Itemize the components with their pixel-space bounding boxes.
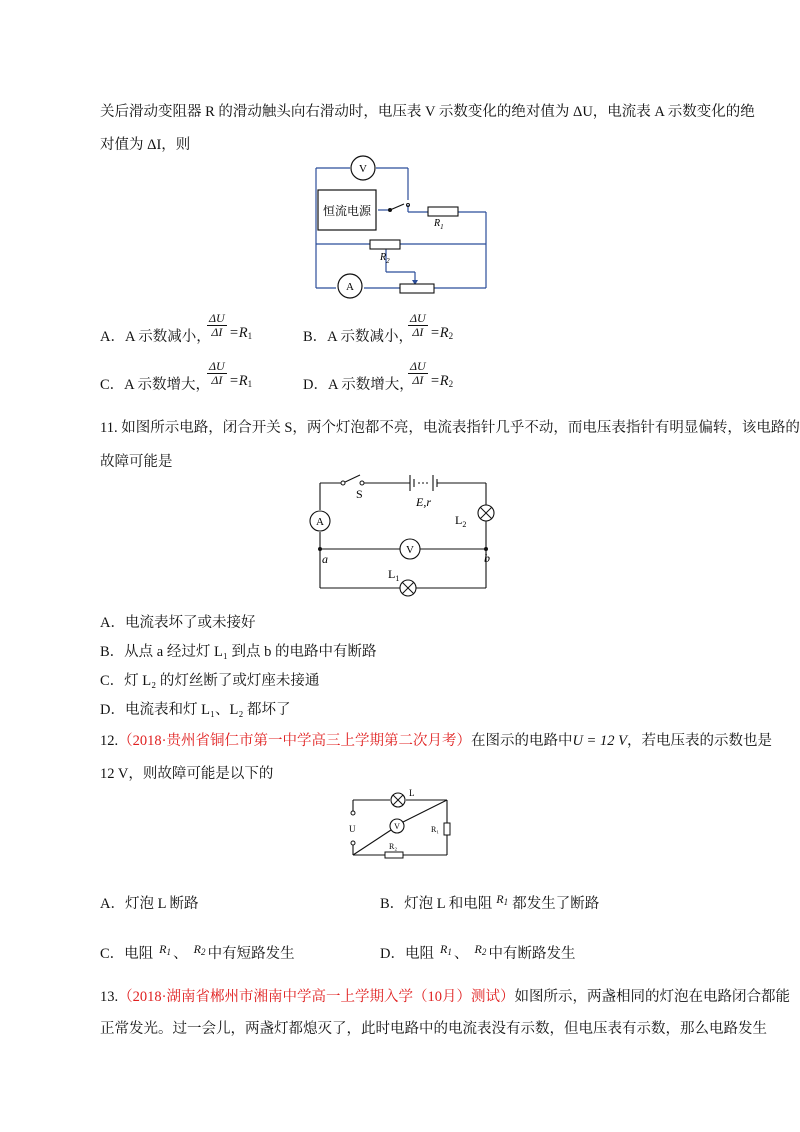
q11-line2: 故障可能是 — [100, 454, 173, 470]
q12-line1: 12.（2018·贵州省铜仁市第一中学高三上学期第二次月考）在图示的电路中U = 12 V，若电压表的示数也是 — [100, 733, 772, 749]
q12-fig-u: U — [349, 824, 356, 834]
q11-fig-er: E,r — [416, 495, 431, 509]
q11-fig-l2-sub: 2 — [462, 520, 467, 529]
q11-fig-point-a: a — [322, 552, 328, 566]
q12-u-expression: U = 12 V — [572, 733, 627, 749]
q13-source: （2018·湖南省郴州市湘南中学高一上学期入学（10月）测试） — [118, 989, 515, 1005]
q12-circuit-diagram — [345, 785, 455, 865]
q11-option-b: B．从点 a 经过灯 L₁ 到点 b 的电路中有断路 — [100, 644, 377, 660]
q10-fig-r2-sub: 2 — [386, 257, 390, 265]
q12-fig-l: L — [409, 788, 415, 798]
q10-option-a: A．A 示数减小， — [100, 329, 211, 345]
svg-text:R2 — [379, 252, 390, 265]
q10-option-a-fraction: $\frac{\Delta U}{\Delta I}$ — [209, 311, 225, 339]
q11-fig-v: V — [406, 544, 414, 556]
q11-line1: 11. 如图所示电路，闭合开关 S，两个灯泡都不亮，电流表指针几乎不动，而电压表指针有明显偏转，该电路的 — [100, 420, 800, 436]
q10-line2: 对值为 ΔI，则 — [100, 137, 191, 153]
q10-option-b-fraction: $\frac{\Delta U}{\Delta I}$ — [410, 311, 426, 339]
q11-option-c: C．灯 L₂ 的灯丝断了或灯座未接通 — [100, 673, 320, 689]
q12-option-b: B．灯泡 L 和电阻 $R_1$ 都发生了断路 — [380, 892, 600, 912]
q10-fig-r1: R — [434, 218, 441, 229]
q10-fig-source: 恒流电源 — [322, 204, 372, 218]
svg-text:L2 — [455, 513, 466, 529]
q12-source: （2018·贵州省铜仁市第一中学高三上学期第二次月考） — [118, 733, 471, 749]
q11-fig-l1-sub: 1 — [395, 574, 400, 583]
q10-option-c: C．A 示数增大， — [100, 377, 210, 393]
q12-fig-r1: R₁ — [431, 825, 440, 834]
q10-option-c-fraction: $\frac{\Delta U}{\Delta I}$ — [209, 359, 225, 387]
q10-fig-a: A — [346, 281, 354, 293]
q10-fig-r1-sub: 1 — [440, 223, 444, 231]
q12-fig-v: V — [394, 822, 400, 831]
q10-option-b: B．A 示数减小， — [303, 329, 413, 345]
q10-option-d-fraction: $\frac{\Delta U}{\Delta I}$ — [410, 359, 426, 387]
q10-fig-r2: R — [380, 252, 387, 263]
q12-option-d: D．电阻 $R_1$ 、 $R_2$ 中有断路发生 — [380, 942, 576, 962]
q12-option-a: A．灯泡 L 断路 — [100, 896, 199, 912]
q11-circuit-diagram — [300, 470, 500, 600]
q13-line2: 正常发光。过一会儿，两盏灯都熄灭了，此时电路中的电流表没有示数，但电压表有示数，那么电路发生 — [100, 1021, 767, 1037]
q11-fig-a: A — [316, 516, 324, 528]
q10-option-d: D．A 示数增大， — [303, 377, 414, 393]
q10-fig-v: V — [359, 163, 367, 175]
q11-option-a: A．电流表坏了或未接好 — [100, 615, 256, 631]
svg-text:R1 — [433, 218, 444, 231]
svg-text:L1 — [388, 567, 399, 583]
q11-fig-s: S — [356, 487, 363, 501]
q12-line2: 12 V，则故障可能是以下的 — [100, 766, 274, 782]
q12-option-c: C．电阻 $R_1$ 、 $R_2$ 中有短路发生 — [100, 942, 295, 962]
q12-fig-r2: R₂ — [389, 842, 398, 851]
q11-option-d: D．电流表和灯 L₁、L₂ 都坏了 — [100, 702, 291, 718]
q11-fig-l2: L — [455, 513, 463, 527]
q11-fig-l1: L — [388, 567, 396, 581]
q11-fig-point-b: b — [484, 551, 490, 565]
q13-line1: 13.（2018·湖南省郴州市湘南中学高一上学期入学（10月）测试）如图所示，两盏相同的灯泡在电路闭合都能 — [100, 989, 790, 1005]
q10-circuit-diagram — [300, 150, 500, 300]
q10-line1: 关后滑动变阻器 R 的滑动触头向右滑动时，电压表 V 示数变化的绝对值为 ΔU，电流表 A 示数变化的绝 — [100, 104, 755, 120]
